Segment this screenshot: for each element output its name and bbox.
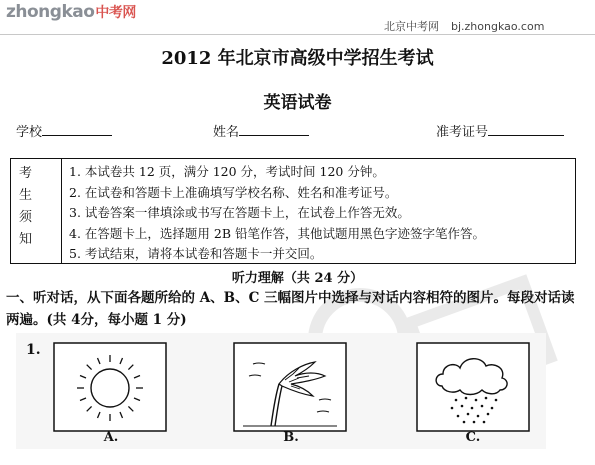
- option-a-label: A.: [103, 430, 119, 445]
- notice-label-char: 考: [19, 166, 33, 181]
- option-c-picture[interactable]: [416, 342, 530, 432]
- exam-id-label: 准考证号: [436, 125, 489, 140]
- notice-item: 5. 考试结束，请将本试卷和答题卡一并交回。: [69, 246, 323, 261]
- question-number: 1.: [26, 342, 41, 358]
- logo-text-cn: 中考网: [95, 5, 136, 21]
- notice-items: [69, 162, 569, 265]
- exam-subtitle: 英语试卷: [263, 93, 332, 113]
- notice-label-char: 知: [19, 232, 33, 247]
- windy-tree-icon: [233, 342, 347, 432]
- school-field: [16, 121, 112, 140]
- name-field: [213, 121, 309, 140]
- exam-id-field: [436, 121, 564, 140]
- site-logo[interactable]: [6, 2, 136, 22]
- notice-label-char: 生: [19, 188, 33, 203]
- site-url[interactable]: bj.zhongkao.com: [451, 20, 545, 33]
- exam-notice-box: [10, 158, 576, 264]
- school-label: 学校: [16, 125, 43, 140]
- site-header: [384, 18, 544, 34]
- sun-icon: [53, 342, 167, 432]
- option-b-picture[interactable]: [233, 342, 347, 432]
- notice-label-char: 须: [19, 210, 33, 225]
- name-label: 姓名: [213, 125, 240, 140]
- notice-item: 4. 在答题卡上，选择题用 2B 铅笔作答，其他试题用黑色字迹签字笔作答。: [69, 225, 485, 241]
- school-blank: [42, 123, 112, 136]
- site-name: 北京中考网: [384, 20, 439, 33]
- option-b-label: B.: [283, 430, 299, 445]
- name-blank: [239, 123, 309, 136]
- option-a-picture[interactable]: [53, 342, 167, 432]
- notice-item: 3. 试卷答案一律填涂或书写在答题卡上，在试卷上作答无效。: [69, 205, 410, 220]
- notice-item: 2. 在试卷和答题卡上准确填写学校名称、姓名和准考证号。: [69, 184, 398, 200]
- rain-cloud-icon: [416, 342, 530, 432]
- header-divider: [0, 34, 595, 35]
- exam-title: 2012 年北京市高级中学招生考试: [161, 48, 434, 69]
- section-instruction: 一、听对话，从下面各题所给的 A、B、C 三幅图片中选择与对话内容相符的图片。每段对话读两遍。(共 4分，每小题 1 分): [6, 290, 575, 328]
- notice-item: 1. 本试卷共 12 页，满分 120 分，考试时间 120 分钟。: [69, 164, 385, 179]
- notice-label-column: [11, 159, 62, 263]
- option-c-label: C.: [465, 430, 481, 445]
- section-title: 听力理解（共 24 分）: [231, 271, 364, 286]
- exam-id-blank: [488, 123, 564, 136]
- logo-text: zhongkao: [6, 2, 95, 22]
